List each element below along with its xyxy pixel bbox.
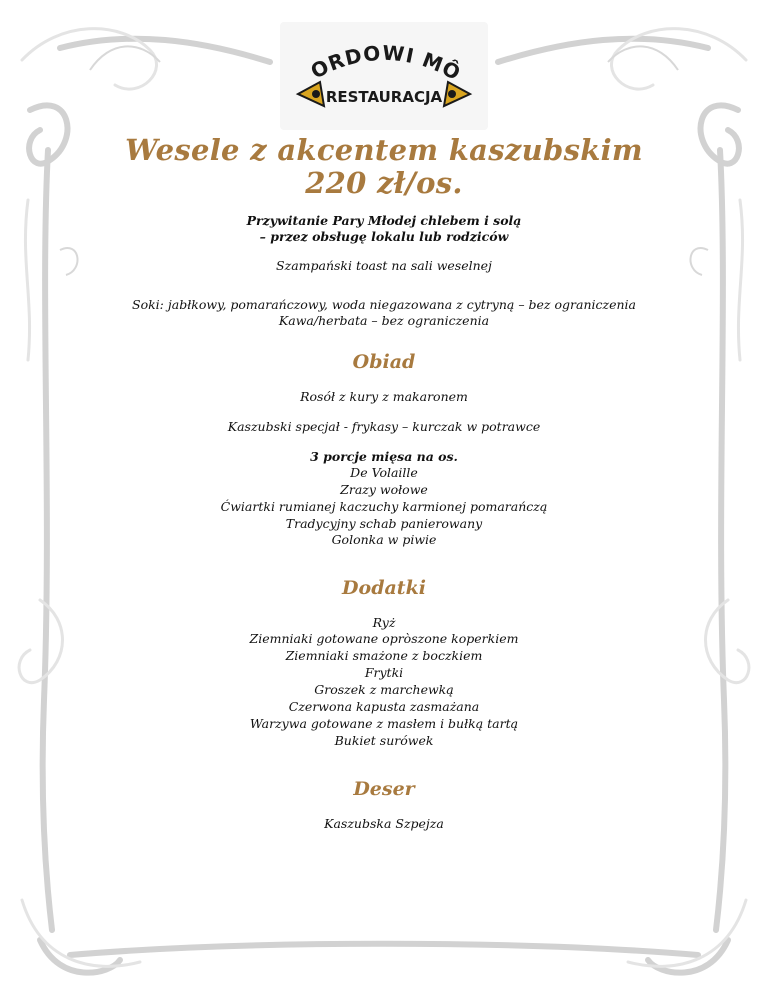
drinks-line-1: Soki: jabłkowy, pomarańczowy, woda niegazowana z cytryną – bez ograniczenia bbox=[132, 297, 636, 312]
dodatki-item: Ryż bbox=[372, 615, 396, 630]
obiad-meat-item: Tradycyjny schab panierowany bbox=[285, 516, 483, 531]
drinks-line-2: Kawa/herbata – bez ograniczenia bbox=[278, 313, 490, 328]
dodatki-item: Bukiet surówek bbox=[334, 733, 434, 748]
section-heading-dodatki: Dodatki bbox=[342, 577, 426, 599]
dodatki-item: Groszek z marchewką bbox=[314, 682, 454, 697]
obiad-meat-item: Zrazy wołowe bbox=[340, 482, 428, 497]
obiad-meat-item: Golonka w piwie bbox=[331, 532, 437, 547]
obiad-soup: Rosół z kury z makaronem bbox=[300, 389, 468, 404]
obiad-meat-item: Ćwiartki rumianej kaczuchy karmionej pomarańczą bbox=[220, 499, 548, 514]
dodatki-item: Warzywa gotowane z masłem i bułką tartą bbox=[249, 716, 519, 731]
welcome-line-1: Przywitanie Pary Młodej chlebem i solą bbox=[246, 213, 522, 228]
obiad-special: Kaszubski specjał - frykasy – kurczak w potrawce bbox=[227, 419, 541, 434]
logo-graphic bbox=[280, 22, 488, 130]
deser-item: Kaszubska Szpejza bbox=[324, 816, 444, 831]
svg-text:NORDOWI MÔL bbox=[280, 22, 465, 85]
section-heading-obiad: Obiad bbox=[352, 351, 416, 373]
dodatki-item: Czerwona kapusta zasmażana bbox=[288, 699, 480, 714]
obiad-meat-item: De Volaille bbox=[350, 465, 418, 480]
welcome-line-2: – przez obsługę lokalu lub rodziców bbox=[259, 229, 509, 244]
dodatki-item: Ziemniaki gotowane opròszone koperkiem bbox=[249, 631, 519, 646]
section-heading-deser: Deser bbox=[353, 778, 415, 800]
logo-subtitle: RESTAURACJA bbox=[325, 88, 443, 106]
toast-line: Szampański toast na sali weselnej bbox=[276, 258, 492, 273]
restaurant-logo bbox=[280, 22, 488, 130]
dodatki-item: Ziemniaki smażone z boczkiem bbox=[285, 648, 483, 663]
obiad-meat-title: 3 porcje mięsa na os. bbox=[310, 449, 458, 464]
menu-price: 220 zł/os. bbox=[305, 166, 463, 200]
menu-title: Wesele z akcentem kaszubskim bbox=[125, 133, 643, 167]
dodatki-item: Frytki bbox=[364, 665, 404, 680]
logo-name: ORDOWI MÔ bbox=[306, 40, 466, 86]
